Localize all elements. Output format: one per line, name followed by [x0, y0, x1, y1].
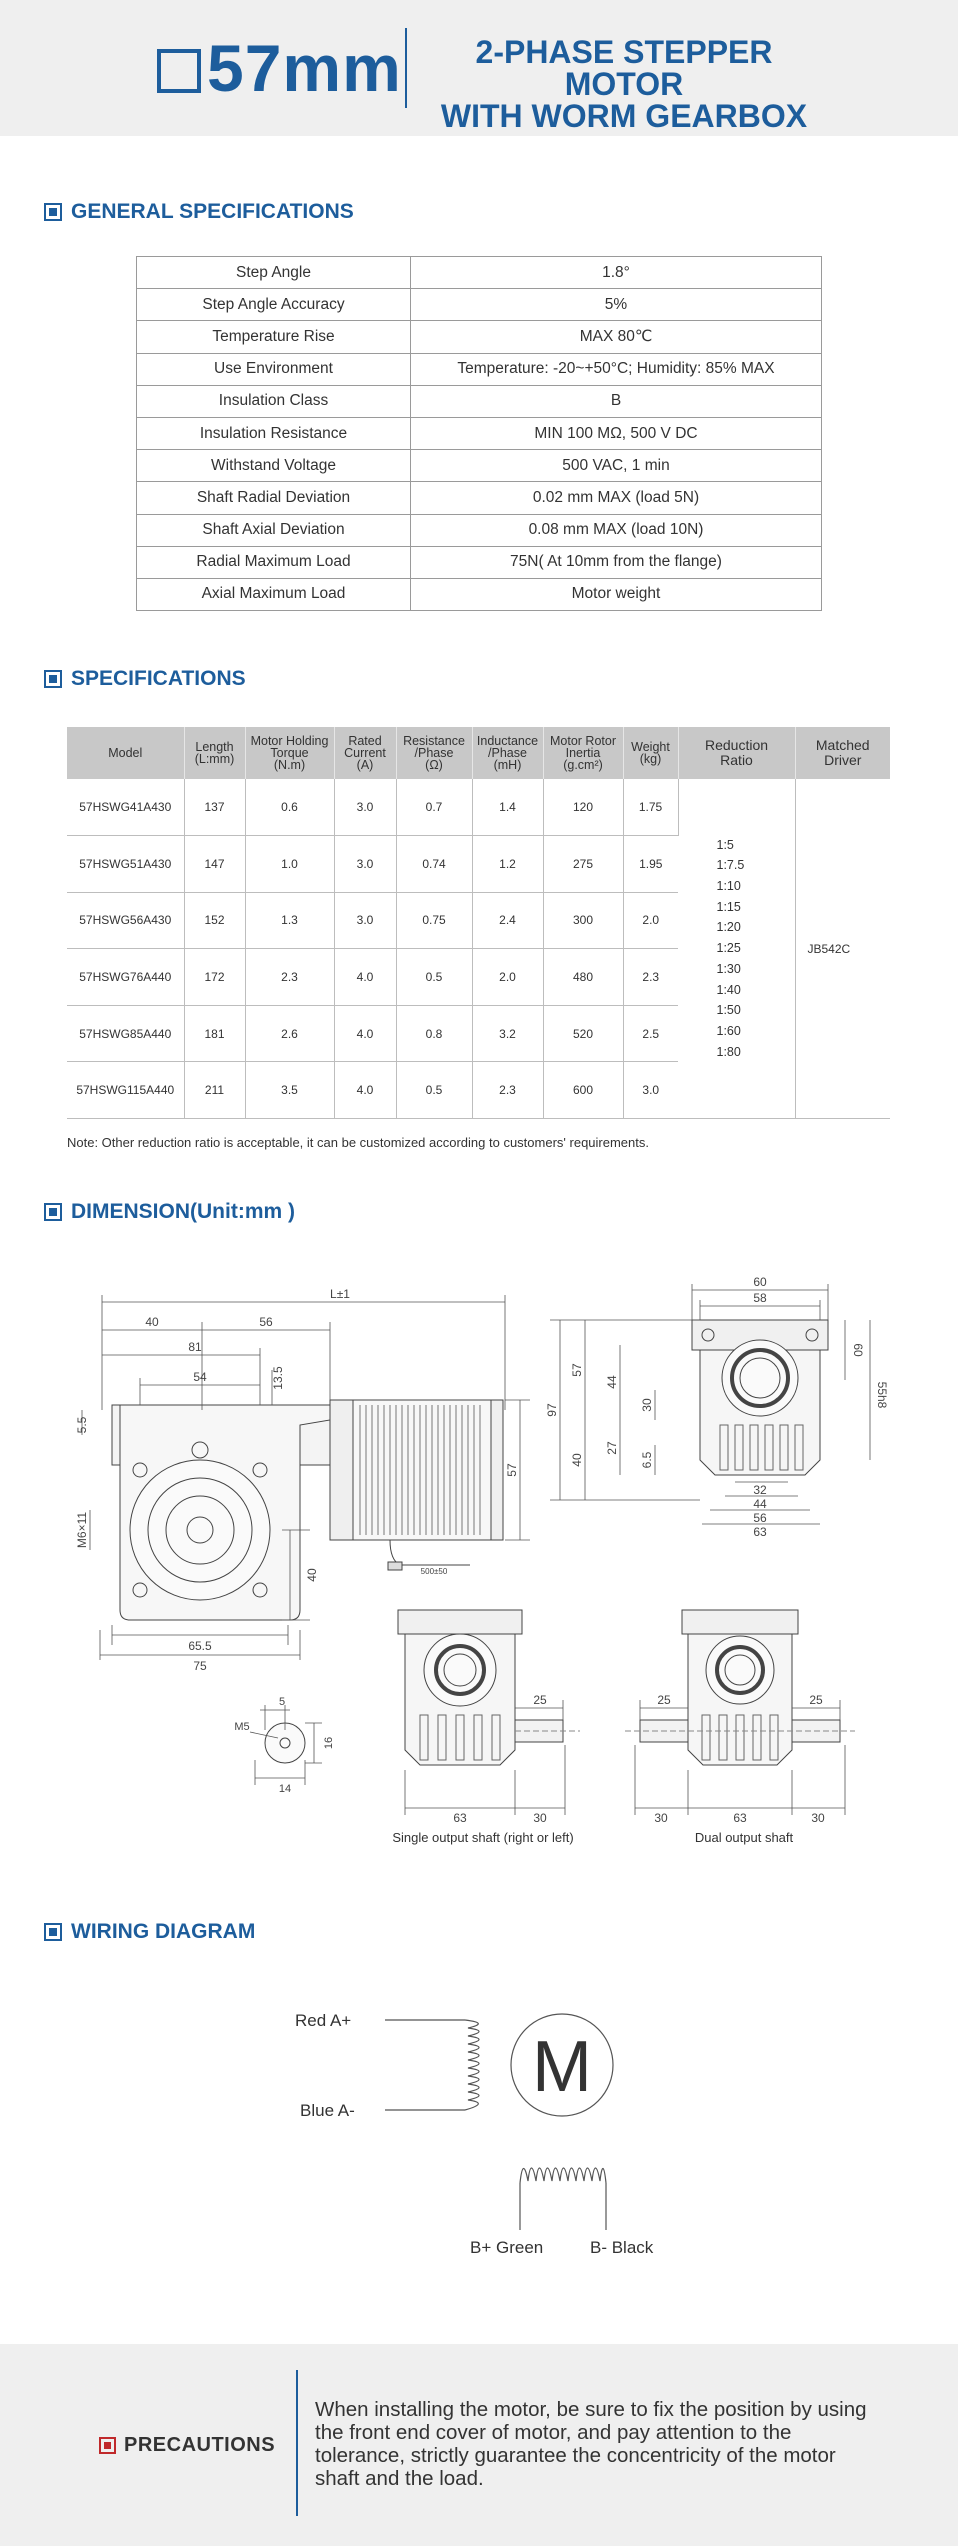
- coil-a: [465, 2020, 479, 2110]
- spec-value: 500 VAC, 1 min: [411, 450, 822, 482]
- cell-model: 57HSWG115A440: [67, 1062, 184, 1119]
- general-spec-row: [137, 578, 822, 610]
- precautions-heading: [99, 2434, 275, 2457]
- col-inertia: Motor Rotor Inertia (g.cm²): [543, 727, 623, 779]
- ratio-item: 1:25: [716, 941, 741, 956]
- section-square-icon: [44, 1923, 62, 1941]
- col-driver: Matched Driver: [795, 727, 890, 779]
- motor-cable: [390, 1540, 470, 1565]
- cell-weight: 2.3: [623, 949, 678, 1006]
- product-title: [424, 36, 824, 132]
- wiring-diagram: [280, 1985, 660, 2285]
- cell-resistance: 0.8: [396, 1005, 472, 1062]
- general-spec-row: [137, 289, 822, 321]
- general-specs-table: [136, 256, 822, 611]
- cell-resistance: 0.5: [396, 1062, 472, 1119]
- cell-resistance: 0.74: [396, 836, 472, 893]
- cell-length: 181: [184, 1005, 245, 1062]
- single-flange-top: [398, 1610, 522, 1634]
- cell-current: 3.0: [334, 836, 396, 893]
- ratio-item: 1:60: [716, 1023, 741, 1038]
- general-spec-row: [137, 450, 822, 482]
- shaft-detail: [234, 1696, 335, 1795]
- spec-key: Step Angle Accuracy: [137, 289, 411, 321]
- cell-weight: 3.0: [623, 1062, 678, 1119]
- dim-d25a: 25: [657, 1693, 671, 1707]
- ratio-item: 1:7.5: [716, 858, 745, 873]
- precautions-title: PRECAUTIONS: [124, 2434, 276, 2456]
- coil-b: [520, 2168, 606, 2183]
- specs-note: Note: Other reduction ratio is acceptable, it can be customized according to customers' requirements.: [67, 1135, 649, 1150]
- ratio-item: 1:30: [716, 961, 741, 976]
- caption-single-shaft: Single output shaft (right or left): [392, 1830, 574, 1845]
- dim-d25b: 25: [809, 1693, 823, 1707]
- cell-model: 57HSWG51A430: [67, 836, 184, 893]
- cell-length: 137: [184, 779, 245, 836]
- cell-current: 3.0: [334, 892, 396, 949]
- gearbox-flange: [130, 1460, 270, 1600]
- general-specs-title: GENERAL SPECIFICATIONS: [71, 200, 354, 223]
- dim-r63: 63: [753, 1525, 767, 1539]
- square-icon: [157, 49, 201, 93]
- col-model: Model: [67, 727, 184, 779]
- dim-r56: 56: [753, 1511, 767, 1525]
- wiring-title: WIRING DIAGRAM: [71, 1920, 256, 1943]
- dimension-title: DIMENSION(Unit:mm ): [71, 1200, 295, 1223]
- cell-weight: 1.75: [623, 779, 678, 836]
- cell-inductance: 2.3: [472, 1062, 543, 1119]
- general-spec-row: [137, 417, 822, 449]
- general-spec-row: [137, 385, 822, 417]
- cell-length: 152: [184, 892, 245, 949]
- dim-r97: 97: [545, 1403, 559, 1417]
- spec-key: Insulation Resistance: [137, 417, 411, 449]
- dim-r58: 58: [753, 1291, 767, 1305]
- cell-matched-driver: JB542C: [795, 779, 890, 1119]
- cell-weight: 2.0: [623, 892, 678, 949]
- dim-13-5: 13.5: [271, 1366, 285, 1390]
- spec-value: 5%: [411, 289, 822, 321]
- motor-body: [353, 1400, 491, 1540]
- ratio-item: 1:10: [716, 879, 741, 894]
- spec-key: Axial Maximum Load: [137, 578, 411, 610]
- header-divider: [405, 28, 407, 108]
- ratio-item: 1:20: [716, 920, 741, 935]
- cell-resistance: 0.7: [396, 779, 472, 836]
- dim-75: 75: [193, 1659, 207, 1673]
- ratio-item: 1:40: [716, 982, 741, 997]
- cell-model: 57HSWG41A430: [67, 779, 184, 836]
- cell-torque: 3.5: [245, 1062, 334, 1119]
- specs-header-row: [67, 727, 890, 779]
- cell-current: 4.0: [334, 1062, 396, 1119]
- product-title-line1: 2-PHASE STEPPER MOTOR: [475, 34, 773, 102]
- cell-current: 4.0: [334, 1005, 396, 1062]
- cell-inertia: 480: [543, 949, 623, 1006]
- cell-model: 57HSWG85A440: [67, 1005, 184, 1062]
- general-spec-row: [137, 257, 822, 289]
- dim-r55h8: 55h8: [875, 1381, 889, 1409]
- dim-d5: 5: [278, 1696, 286, 1708]
- label-red-a-plus: Red A+: [295, 2011, 352, 2030]
- cell-inductance: 2.4: [472, 892, 543, 949]
- spec-value: 75N( At 10mm from the flange): [411, 546, 822, 578]
- cell-inertia: 600: [543, 1062, 623, 1119]
- dim-54: 54: [193, 1370, 207, 1384]
- col-resistance: Resistance /Phase (Ω): [396, 727, 472, 779]
- cell-torque: 1.3: [245, 892, 334, 949]
- cell-length: 147: [184, 836, 245, 893]
- dim-s25: 25: [533, 1693, 547, 1707]
- dim-m5: M5: [234, 1721, 250, 1733]
- spec-value: 0.02 mm MAX (load 5N): [411, 482, 822, 514]
- dim-l: L±1: [330, 1287, 350, 1301]
- section-square-icon: [44, 203, 62, 221]
- label-green-b-plus: B+ Green: [470, 2238, 544, 2257]
- spec-key: Step Angle: [137, 257, 411, 289]
- ratio-item: 1:50: [716, 1003, 741, 1018]
- spec-value: Motor weight: [411, 578, 822, 610]
- cell-current: 4.0: [334, 949, 396, 1006]
- spec-key: Radial Maximum Load: [137, 546, 411, 578]
- spec-key: Shaft Radial Deviation: [137, 482, 411, 514]
- spec-key: Withstand Voltage: [137, 450, 411, 482]
- section-square-icon: [44, 670, 62, 688]
- cell-length: 211: [184, 1062, 245, 1119]
- cell-resistance: 0.5: [396, 949, 472, 1006]
- cell-length: 172: [184, 949, 245, 1006]
- ratio-item: 1:15: [716, 899, 741, 914]
- spec-value: MAX 80℃: [411, 321, 822, 353]
- dim-r44b: 44: [753, 1497, 767, 1511]
- cell-inductance: 2.0: [472, 949, 543, 1006]
- cell-torque: 2.3: [245, 949, 334, 1006]
- specs-row: [67, 779, 890, 836]
- cell-weight: 1.95: [623, 836, 678, 893]
- general-spec-row: [137, 353, 822, 385]
- cell-inertia: 300: [543, 892, 623, 949]
- dim-5-5: 5.5: [75, 1416, 89, 1434]
- front-view: [545, 1275, 889, 1539]
- cell-inductance: 1.4: [472, 779, 543, 836]
- product-title-line2: WITH WORM GEARBOX: [440, 98, 808, 134]
- cable-connector: [388, 1562, 402, 1570]
- dim-r60v: 60: [851, 1343, 865, 1357]
- dim-cable: 500±50: [420, 1567, 448, 1576]
- dim-81: 81: [188, 1340, 202, 1354]
- cell-inertia: 520: [543, 1005, 623, 1062]
- cell-torque: 1.0: [245, 836, 334, 893]
- motor-endcap-rear: [491, 1400, 503, 1540]
- spec-key: Shaft Axial Deviation: [137, 514, 411, 546]
- wiring-heading: [44, 1920, 255, 1944]
- dim-57: 57: [505, 1463, 519, 1477]
- dim-r44: 44: [605, 1375, 619, 1389]
- dim-r60: 60: [753, 1275, 767, 1289]
- spec-value: 0.08 mm MAX (load 10N): [411, 514, 822, 546]
- precautions-text: When installing the motor, be sure to fix the position by using the front end cover of motor, and pay attention to the tolerance, strictly guarantee the concentricity of the motor shaft and the load.: [315, 2398, 867, 2490]
- col-inductance: Inductance /Phase (mH): [472, 727, 543, 779]
- cell-inertia: 120: [543, 779, 623, 836]
- dim-r40: 40: [570, 1453, 584, 1467]
- col-ratio: Reduction Ratio: [678, 727, 795, 779]
- specs-heading: [44, 667, 246, 691]
- spec-value: 1.8°: [411, 257, 822, 289]
- dim-r30: 30: [640, 1398, 654, 1412]
- cell-current: 3.0: [334, 779, 396, 836]
- general-specs-heading: [44, 200, 354, 224]
- dim-65-5: 65.5: [188, 1639, 212, 1653]
- cell-torque: 0.6: [245, 779, 334, 836]
- dimension-heading: [44, 1200, 295, 1224]
- dim-r32: 32: [753, 1483, 767, 1497]
- motor-endcap-front: [330, 1400, 353, 1540]
- spec-value: B: [411, 385, 822, 417]
- dim-r27: 27: [605, 1441, 619, 1455]
- precautions-divider: [296, 2370, 298, 2516]
- col-torque: Motor Holding Torque (N.m): [245, 727, 334, 779]
- spec-key: Temperature Rise: [137, 321, 411, 353]
- single-shaft-view: [392, 1610, 580, 1845]
- dim-d63: 63: [733, 1811, 747, 1825]
- spec-key: Use Environment: [137, 353, 411, 385]
- specs-table: [67, 727, 890, 1119]
- dim-r6-5: 6.5: [640, 1451, 654, 1469]
- cell-inductance: 3.2: [472, 1005, 543, 1062]
- dim-56: 56: [259, 1315, 273, 1329]
- spec-key: Insulation Class: [137, 385, 411, 417]
- dim-s63: 63: [453, 1811, 467, 1825]
- dim-r57: 57: [570, 1363, 584, 1377]
- general-spec-row: [137, 514, 822, 546]
- cell-resistance: 0.75: [396, 892, 472, 949]
- dim-40: 40: [145, 1315, 159, 1329]
- label-black-b-minus: B- Black: [590, 2238, 654, 2257]
- dim-s30: 30: [533, 1811, 547, 1825]
- ratio-item: 1:5: [716, 837, 734, 852]
- cell-inertia: 275: [543, 836, 623, 893]
- cell-weight: 2.5: [623, 1005, 678, 1062]
- specs-title: SPECIFICATIONS: [71, 667, 246, 690]
- dim-40b: 40: [305, 1568, 319, 1582]
- cell-reduction-ratios: [678, 779, 795, 1119]
- caption-dual-shaft: Dual output shaft: [694, 1830, 794, 1845]
- cell-inductance: 1.2: [472, 836, 543, 893]
- spec-value: MIN 100 MΩ, 500 V DC: [411, 417, 822, 449]
- dim-d30a: 30: [654, 1811, 668, 1825]
- cell-torque: 2.6: [245, 1005, 334, 1062]
- section-square-icon: [99, 2437, 116, 2454]
- dimension-drawing: [60, 1260, 900, 1860]
- dim-d16: 16: [323, 1736, 335, 1750]
- col-length: Length (L:mm): [184, 727, 245, 779]
- dual-shaft-view: [625, 1610, 855, 1845]
- col-weight: Weight (kg): [623, 727, 678, 779]
- motor-fins: [360, 1405, 480, 1535]
- section-square-icon: [44, 1203, 62, 1221]
- general-spec-row: [137, 546, 822, 578]
- label-blue-a-minus: Blue A-: [300, 2101, 355, 2120]
- dim-d14: 14: [278, 1783, 292, 1795]
- motor-size-title: [157, 28, 402, 108]
- col-current: Rated Current (A): [334, 727, 396, 779]
- cell-model: 57HSWG56A430: [67, 892, 184, 949]
- ratio-item: 1:80: [716, 1044, 741, 1059]
- spec-value: Temperature: -20~+50°C; Humidity: 85% MAX: [411, 353, 822, 385]
- general-spec-row: [137, 482, 822, 514]
- general-spec-row: [137, 321, 822, 353]
- motor-letter: M: [532, 2027, 592, 2107]
- cell-model: 57HSWG76A440: [67, 949, 184, 1006]
- dim-d30b: 30: [811, 1811, 825, 1825]
- dim-m6: M6×11: [75, 1511, 89, 1549]
- motor-size-text: 57mm: [207, 31, 402, 105]
